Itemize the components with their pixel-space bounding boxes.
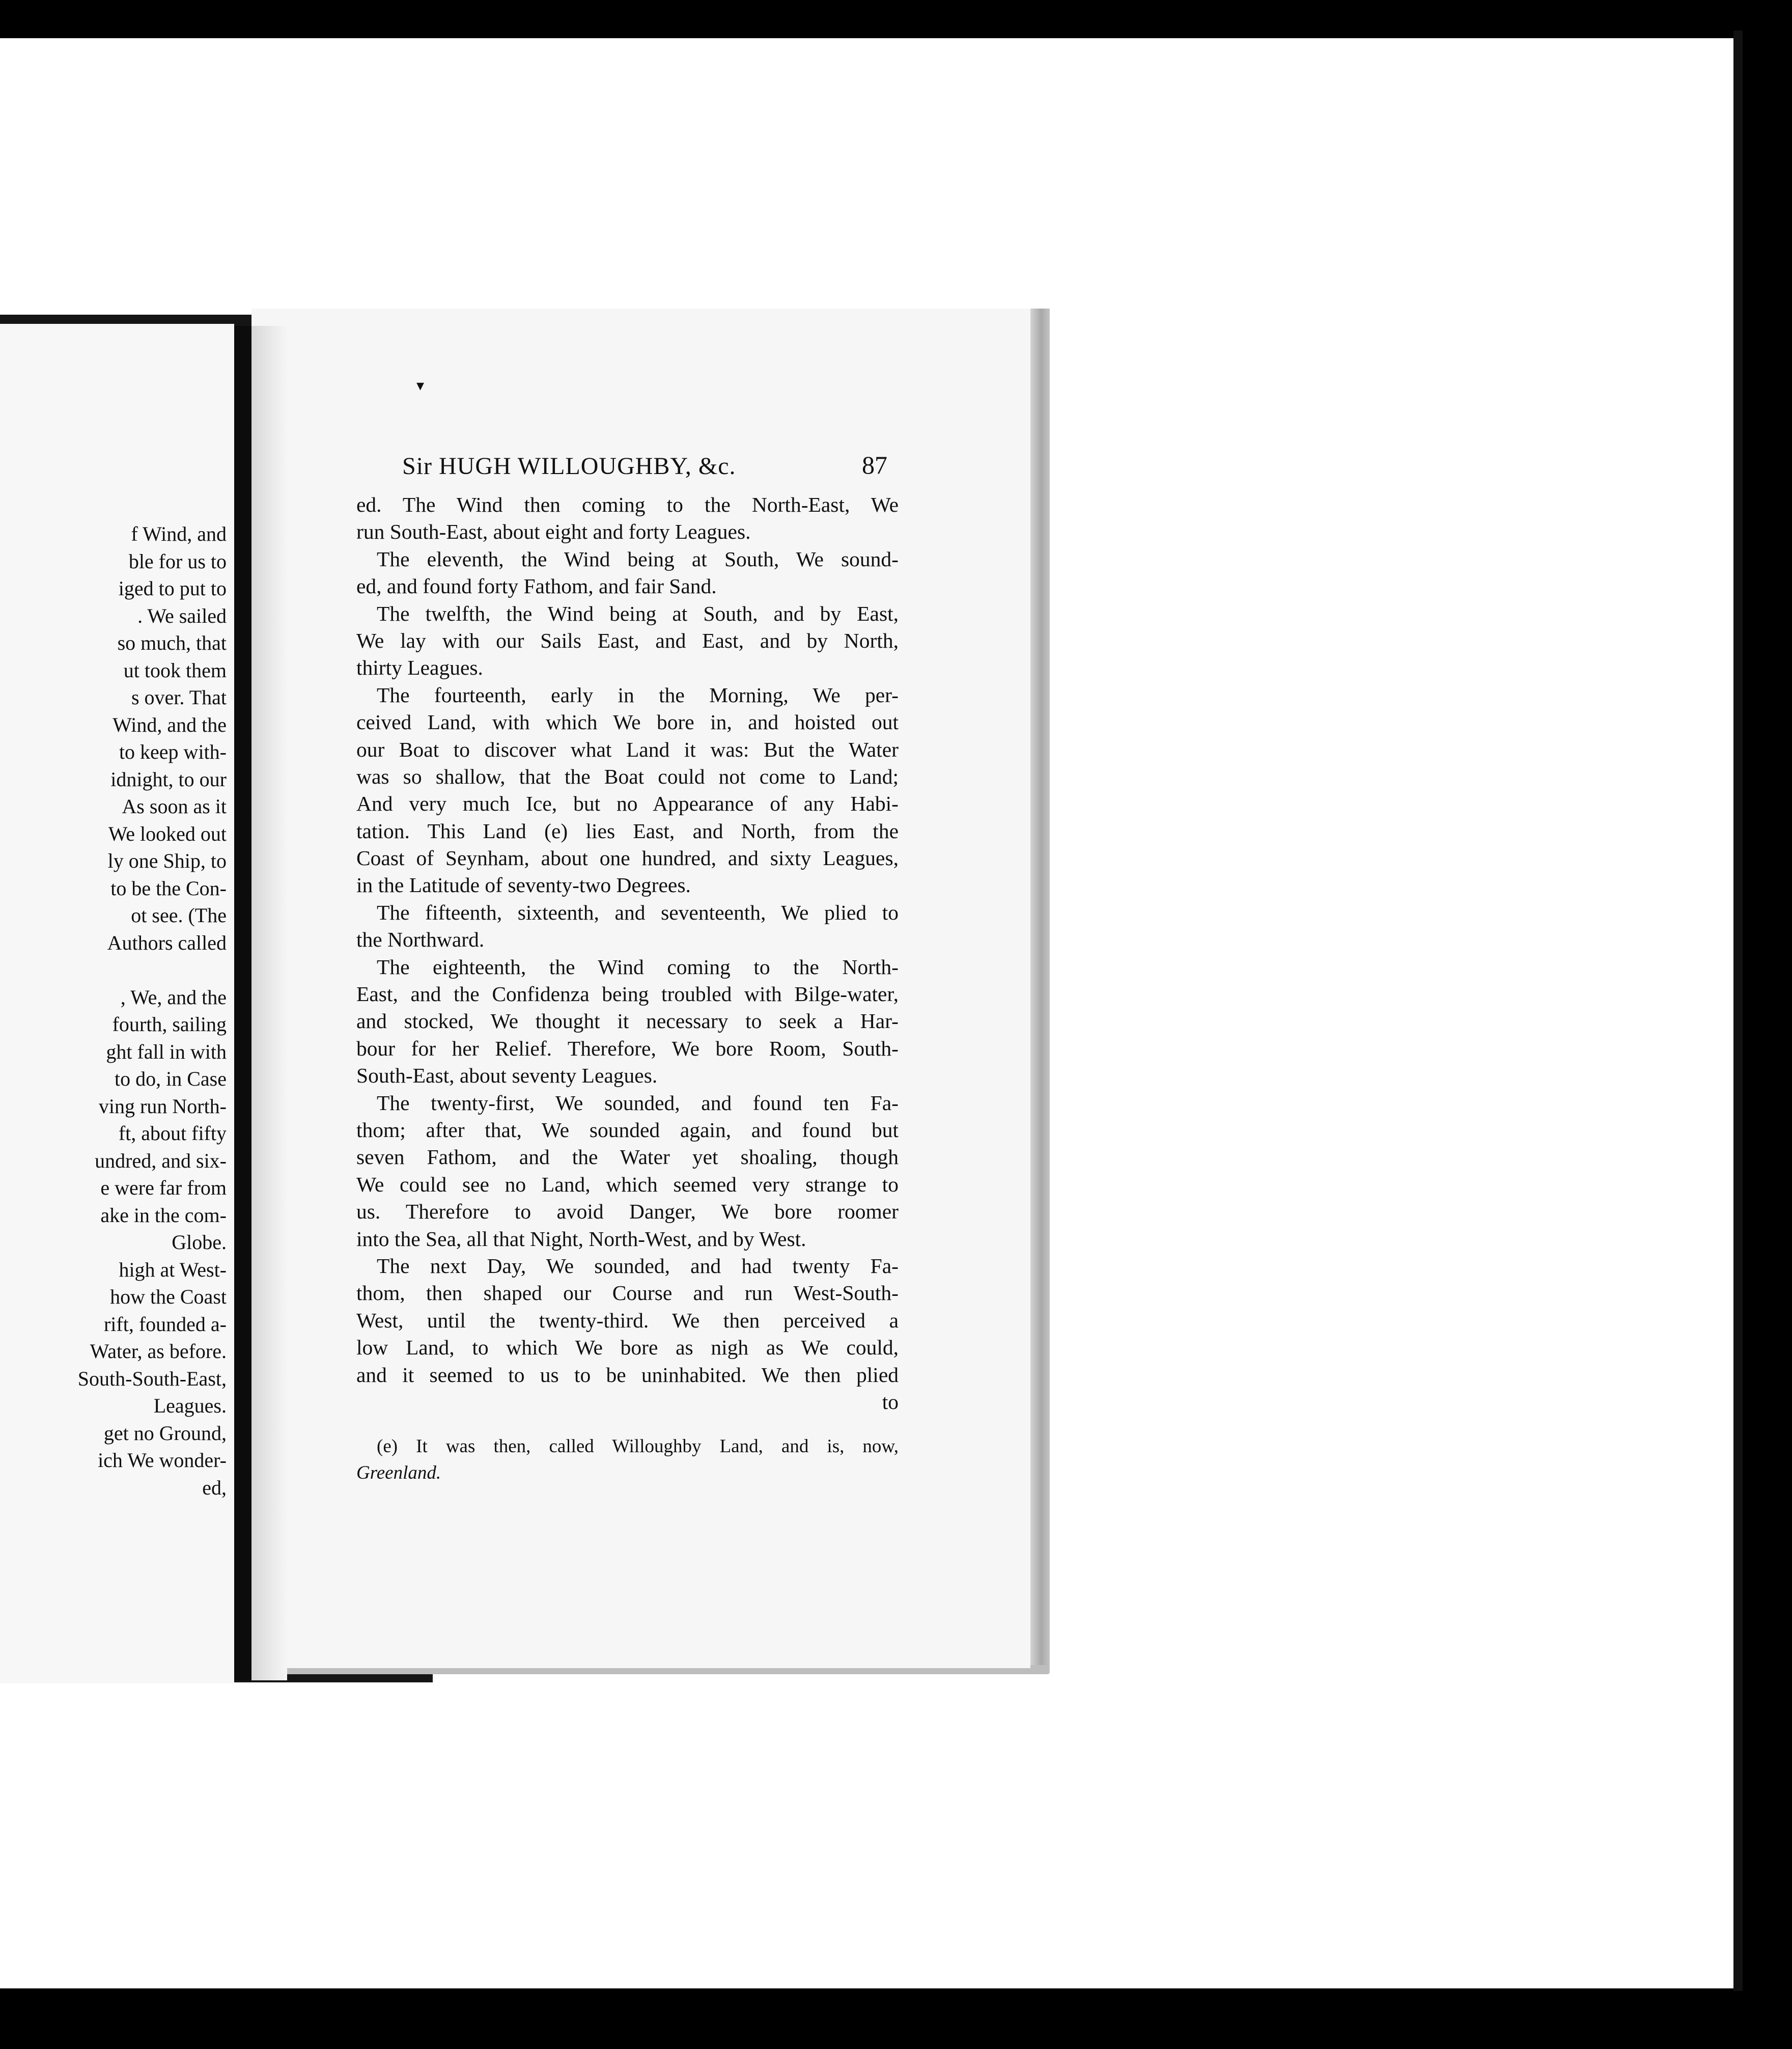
page-number: 87 — [862, 451, 887, 479]
page-edge-shadow — [1028, 309, 1050, 1673]
text-line: Coast of Seynham, about one hundred, and sixty Leagues, — [356, 846, 899, 870]
text-line: Water, as before. — [90, 1340, 227, 1363]
scan-border — [1733, 31, 1743, 1991]
text-line: seven Fathom, and the Water yet shoaling, though — [356, 1145, 899, 1169]
text-line: South-South-East, — [77, 1367, 227, 1390]
text-line: South-East, about seventy Leagues. — [356, 1064, 658, 1088]
page-gutter — [251, 326, 287, 1680]
text-line: The eleventh, the Wind being at South, We sound- — [377, 547, 899, 571]
text-line: to keep with- — [119, 740, 227, 763]
text-line: . We sailed — [137, 604, 227, 627]
text-line: , We, and the — [120, 985, 227, 1009]
text-line: ceived Land, with which We bore in, and hoisted out — [356, 710, 899, 734]
text-line: thirty Leagues. — [356, 656, 483, 680]
text-line: ght fall in with — [106, 1040, 227, 1063]
text-line: ake in the com- — [100, 1203, 227, 1227]
text-line: us. Therefore to avoid Danger, We bore roomer — [356, 1200, 899, 1224]
text-line: run South-East, about eight and forty Leagues. — [356, 520, 751, 544]
text-line: the Northward. — [356, 928, 485, 952]
text-line: ble for us to — [128, 549, 227, 573]
text-line: s over. That — [131, 686, 227, 709]
text-line: And very much Ice, but no Appearance of any Habi- — [356, 792, 899, 816]
text-line: ot see. (The — [131, 904, 227, 927]
text-line: to be the Con- — [110, 876, 227, 900]
text-line: Wind, and the — [113, 713, 227, 736]
text-line: fourth, sailing — [112, 1013, 227, 1036]
text-line: high at West- — [119, 1258, 227, 1281]
text-line: and stocked, We thought it necessary to seek a Har- — [356, 1009, 899, 1033]
text-line: get no Ground, — [103, 1421, 227, 1445]
text-line: ly one Ship, to — [107, 849, 227, 872]
text-line: We lay with our Sails East, and East, and by North, — [356, 628, 899, 652]
text-line: f Wind, and — [131, 522, 227, 545]
text-line — [0, 956, 227, 984]
text-line: idnight, to our — [110, 767, 227, 791]
text-line: ving run North- — [98, 1094, 227, 1118]
text-line: thom; after that, We sounded again, and found but — [356, 1118, 899, 1142]
text-line: Authors called — [107, 931, 227, 954]
catchword: to — [882, 1390, 899, 1414]
text-line: As soon as it — [122, 795, 227, 818]
text-line: so much, that — [117, 631, 227, 654]
text-line: low Land, to which We bore as nigh as We could, — [356, 1336, 899, 1360]
text-line: undred, and six- — [95, 1149, 227, 1172]
footnote — [356, 1433, 899, 1486]
ink-mark: ▾ — [416, 377, 425, 394]
left-page — [0, 324, 234, 1683]
text-line: our Boat to discover what Land it was: But the Water — [356, 737, 899, 761]
text-line: We could see no Land, which seemed very strange to — [356, 1172, 899, 1196]
book-spine — [234, 326, 251, 1680]
text-line: into the Sea, all that Night, North-West, and by West. — [356, 1227, 806, 1251]
text-line: tation. This Land (e) lies East, and North, from the — [356, 819, 899, 843]
text-line: The fourteenth, early in the Morning, We per- — [377, 683, 899, 707]
text-line: The twelfth, the Wind being at South, and by East, — [377, 601, 899, 625]
text-line: The eighteenth, the Wind coming to the North- — [377, 955, 899, 979]
text-line: was so shallow, that the Boat could not come to Land; — [356, 764, 899, 788]
body-text — [356, 491, 899, 1416]
text-line: ed, — [202, 1476, 227, 1499]
text-line: ut took them — [123, 658, 227, 682]
text-line: West, until the twenty-third. We then perceived a — [356, 1308, 899, 1332]
text-line: The fifteenth, sixteenth, and seventeenth, We plied to — [377, 900, 899, 924]
text-line: ed. The Wind then coming to the North-East, We — [356, 493, 899, 516]
footnote-line: Greenland. — [356, 1462, 441, 1483]
text-line: iged to put to — [118, 577, 227, 600]
text-line: The next Day, We sounded, and had twenty Fa- — [377, 1254, 899, 1278]
left-page-text — [0, 520, 227, 1501]
running-head: Sir HUGH WILLOUGHBY, &c. — [402, 453, 736, 480]
text-line: Globe. — [172, 1231, 227, 1254]
text-line: to do, in Case — [115, 1067, 227, 1090]
text-line: e were far from — [100, 1176, 227, 1199]
text-line: and it seemed to us to be uninhabited. We then plied — [356, 1363, 899, 1387]
text-line: East, and the Confidenza being troubled with Bilge-water, — [356, 982, 899, 1006]
footnote-line: (e) It was then, called Willoughby Land, and is, now, — [377, 1436, 899, 1457]
text-line: We looked out — [108, 822, 227, 845]
text-line: rift, founded a- — [103, 1312, 227, 1336]
text-line: The twenty-first, We sounded, and found ten Fa- — [377, 1091, 899, 1115]
text-line: bour for her Relief. Therefore, We bore Room, South- — [356, 1036, 899, 1060]
text-line: how the Coast — [110, 1285, 227, 1308]
text-line: in the Latitude of seventy-two Degrees. — [356, 873, 691, 897]
text-line: ich We wonder- — [98, 1449, 227, 1472]
text-line: thom, then shaped our Course and run West-South- — [356, 1281, 899, 1305]
text-line: ed, and found forty Fathom, and fair Sand. — [356, 574, 717, 598]
text-line: Leagues. — [153, 1394, 227, 1417]
text-line: ft, about fifty — [118, 1122, 227, 1145]
